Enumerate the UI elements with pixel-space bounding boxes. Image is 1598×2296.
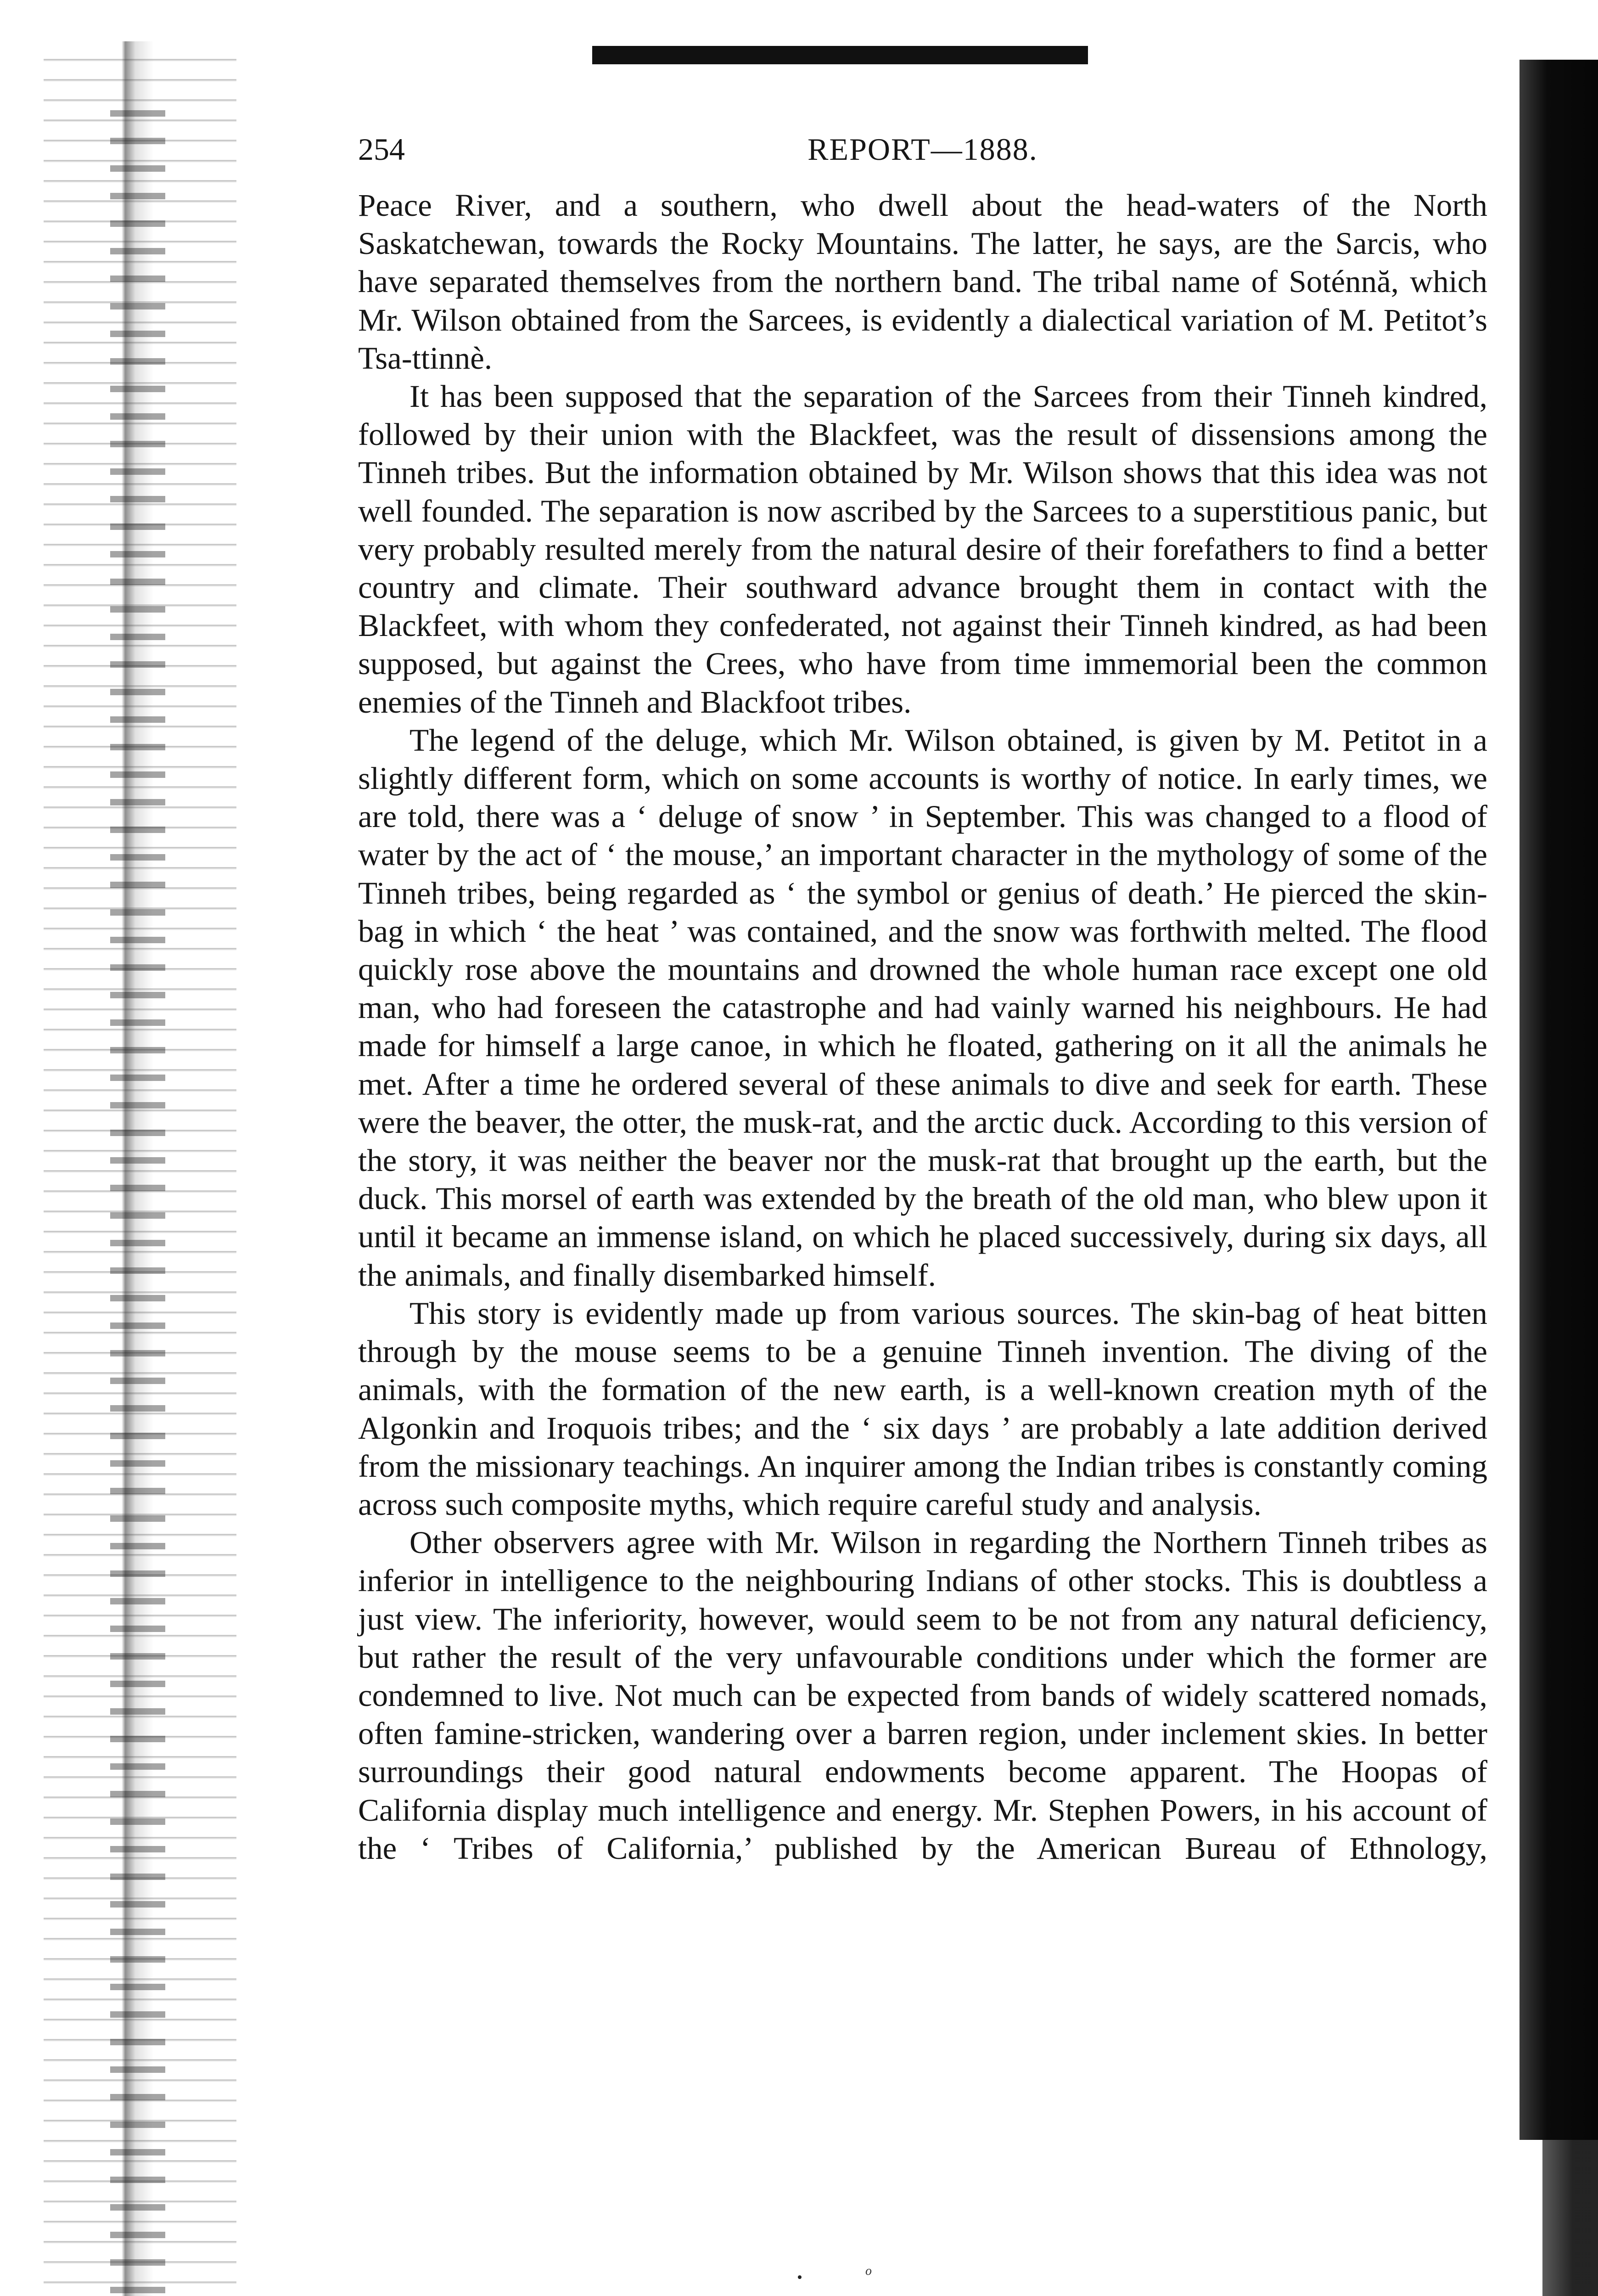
paragraph-2: It has been supposed that the separation of the Sarcees from their Tinneh kindred, followed by their union with the Blackfeet, was the result of dissensions among the Tinneh tribes. But the information obtained by Mr. Wilson shows that this idea was not well founded. The separation is now ascribed by the Sarcees to a superstitious panic, but very probably resulted merely from the natural desire of their forefathers to find a better country and climate. Their southward advance brought them in contact with the Blackfeet, with whom they confederated, not against their Tinneh kindred, as had been supposed, but against the Crees, who have from time immemorial been the common enemies of the Tinneh and Blackfoot tribes. [358,379,1487,720]
paragraph-5: Other observers agree with Mr. Wilson in regarding the Northern Tinneh tribes as inferior in intelligence to the neighbouring Indians of other stocks. This is doubtless a just view. The inferiority, however, would seem to be not from any natural deficiency, but rather the result of the very unfavourable conditions under which the former are condemned to live. Not much can be expected from bands of widely scattered nomads, often famine-stricken, wandering over a barren region, under inclement skies. In better surroundings their good natural endowments become apparent. The Hoopas of California display much intelligence and energy. Mr. Stephen Powers, in his account of the ‘ Tribes of California,’ published by the American Bureau of Ethnology, [358,1525,1487,1866]
running-title: REPORT—1888. [807,132,1038,167]
book-page [358,124,1487,1868]
page-number: 254 [358,132,405,167]
footer-dot [798,2275,802,2279]
scan-edge-right-lower [1542,2140,1598,2296]
running-head [358,124,1487,174]
paragraph-1: Peace River, and a southern, who dwell about the head-waters of the North Saskatchewan, towards the Rocky Mountains. The latter, he says, are the Sarcis, who have separated themselves from the northern band. The tribal name of Soténnă, which Mr. Wilson obtained from the Sarcees, is evidently a dialectical variation of M. Petitot’s Tsa-ttinnè. [358,188,1487,376]
paragraph-4: This story is evidently made up from various sources. The skin-bag of heat bitten through by the mouse seems to be a genuine Tinneh invention. The diving of the animals, with the formation of the new earth, is a well-known creation myth of the Algonkin and Iroquois tribes; and the ‘ six days ’ are probably a late addition derived from the missionary teachings. An inquirer among the Indian tribes is constantly coming across such composite myths, which require careful study and analysis. [358,1295,1487,1522]
footer-mark: o [865,2264,872,2278]
scan-artifact-top-bar [592,46,1088,64]
body-text [358,186,1487,1868]
paragraph-3: The legend of the deluge, which Mr. Wilson obtained, is given by M. Petitot in a slightly different form, which on some accounts is worthy of notice. In early times, we are told, there was a ‘ deluge of snow ’ in September. This was changed to a flood of water by the act of ‘ the mouse,’ an important character in the mythology of some of the Tinneh tribes, being regarded as ‘ the symbol or genius of death.’ He pierced the skin-bag in which ‘ the heat ’ was contained, and the snow was forthwith melted. The flood quickly rose above the mountains and drowned the whole human race except one old man, who had foreseen the catastrophe and had vainly warned his neighbours. He had made for himself a large canoe, in which he floated, gathering on it all the animals he met. After a time he ordered several of these animals to dive and seek for earth. These were the beaver, the otter, the musk-rat, and the arctic duck. According to this version of the story, it was neither the beaver nor the musk-rat that brought up the earth, but the duck. This morsel of earth was extended by the breath of the old man, who blew upon it until it became an immense island, on which he placed successively, during six days, all the animals, and finally disembarked himself. [358,722,1487,1293]
scan-edge-right [1520,60,1598,2140]
scan-gutter-left-marks [110,110,165,2296]
